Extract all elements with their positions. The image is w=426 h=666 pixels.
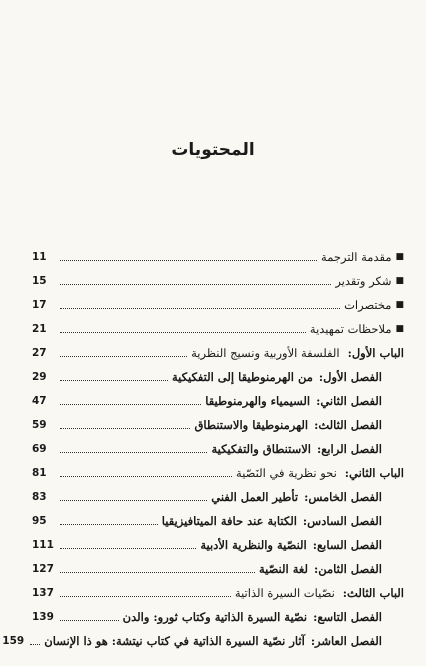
- page-number: 83: [32, 491, 47, 503]
- entry-title-text: الاستنطاق والتفكيكية: [211, 442, 311, 456]
- page-number: 127: [32, 563, 54, 575]
- dot-leader: [60, 596, 231, 597]
- toc-entry-title: [200, 538, 404, 552]
- entry-title-text: الكتابة عند حافة الميتافيزيقيا: [161, 514, 297, 528]
- chapter-label: الفصل الأول:: [318, 370, 382, 384]
- toc-entry-title: [310, 322, 404, 336]
- toc-front-entry[interactable]: [32, 312, 404, 336]
- square-bullet-icon: ■: [395, 324, 404, 334]
- chapter-label: الفصل الثامن:: [313, 562, 382, 576]
- page-number: 29: [32, 371, 47, 383]
- dot-leader: [60, 428, 190, 429]
- square-bullet-icon: ■: [395, 300, 404, 310]
- entry-title-text: آثار نصّية السيرة الذاتية في كتاب نيتشة: هو ذا الإنسان: [44, 634, 305, 648]
- part-label: الباب الثالث:: [342, 586, 404, 600]
- square-bullet-icon: ■: [395, 252, 404, 262]
- toc-entry-title: [211, 442, 404, 456]
- toc-entry-title: [235, 586, 404, 600]
- entry-title-text: نصّيات السيرة الذاتية: [234, 586, 335, 600]
- dot-leader: [60, 500, 207, 501]
- dot-leader: [60, 548, 196, 549]
- entry-title-text: النصّية والنظرية الأدبية: [200, 538, 307, 552]
- chapter-label: الفصل السادس:: [302, 514, 382, 528]
- toc-entry-title: [194, 418, 404, 432]
- page-number: 137: [32, 587, 54, 599]
- page-number: 11: [32, 251, 47, 263]
- toc-chapter-entry[interactable]: [32, 360, 404, 384]
- page-title: المحتويات: [171, 140, 255, 160]
- page-number: 81: [32, 467, 47, 479]
- table-of-contents: [2, 240, 404, 648]
- dot-leader: [30, 644, 40, 645]
- toc-chapter-entry[interactable]: [32, 408, 404, 432]
- dot-leader: [60, 452, 207, 453]
- entry-title-text: ملاحظات تمهيدية: [309, 322, 392, 336]
- entry-title-text: الهرمنوطيقا والاستنطاق: [194, 418, 309, 432]
- page-number: 139: [32, 611, 54, 623]
- part-label: الباب الثاني:: [344, 466, 404, 480]
- dot-leader: [60, 380, 168, 381]
- toc-entry-title: [344, 298, 404, 312]
- chapter-label: الفصل السابع:: [312, 538, 382, 552]
- page-number: 21: [32, 323, 47, 335]
- toc-entry-title: [335, 274, 404, 288]
- dot-leader: [60, 332, 306, 333]
- page-number: 159: [2, 635, 25, 647]
- toc-front-entry[interactable]: [32, 264, 404, 288]
- toc-chapter-entry[interactable]: [32, 528, 404, 552]
- toc-chapter-entry[interactable]: [32, 432, 404, 456]
- page-number: 69: [32, 443, 47, 455]
- toc-chapter-entry[interactable]: [32, 504, 404, 528]
- toc-entry-title: [205, 394, 404, 408]
- chapter-label: الفصل التاسع:: [313, 610, 382, 624]
- toc-chapter-entry[interactable]: [32, 384, 404, 408]
- dot-leader: [60, 308, 340, 309]
- toc-entry-title: [211, 490, 404, 504]
- dot-leader: [60, 356, 187, 357]
- entry-title-text: نحو نظرية في النَصّية: [236, 466, 337, 480]
- page-number: 111: [32, 539, 54, 551]
- dot-leader: [60, 476, 232, 477]
- toc-chapter-entry[interactable]: [32, 480, 404, 504]
- toc-chapter-entry[interactable]: [32, 552, 404, 576]
- dot-leader: [60, 572, 255, 573]
- toc-front-entry[interactable]: [32, 288, 404, 312]
- toc-entry-title: [123, 610, 404, 624]
- part-label: الباب الأول:: [347, 346, 404, 360]
- entry-title-text: السيمياء والهرمنوطيقا: [205, 394, 311, 408]
- entry-title-text: الفلسفة الأوربية ونسيج النظرية: [191, 346, 340, 360]
- toc-part-entry[interactable]: [32, 456, 404, 480]
- chapter-label: الفصل الثاني:: [316, 394, 382, 408]
- page-number: 47: [32, 395, 47, 407]
- entry-title-text: مختصرات: [344, 298, 392, 312]
- entry-title-text: لغة النصّية: [258, 562, 308, 576]
- toc-entry-title: [44, 634, 404, 648]
- dot-leader: [60, 284, 331, 285]
- page-number: 27: [32, 347, 47, 359]
- toc-part-entry[interactable]: [32, 336, 404, 360]
- entry-title-text: شكر وتقدير: [335, 274, 392, 288]
- page-number: 59: [32, 419, 47, 431]
- entry-title-text: من الهرمنوطيقا إلى التفكيكية: [172, 370, 313, 384]
- toc-entry-title: [236, 466, 404, 480]
- entry-title-text: مقدمة الترجمة: [321, 250, 392, 264]
- toc-entry-title: [191, 346, 404, 360]
- dot-leader: [60, 260, 317, 261]
- dot-leader: [60, 620, 119, 621]
- toc-entry-title: [162, 514, 404, 528]
- toc-part-entry[interactable]: [32, 576, 404, 600]
- chapter-label: الفصل الثالث:: [314, 418, 382, 432]
- entry-title-text: نصّية السيرة الذاتية وكتاب ثورو: والدن: [122, 610, 308, 624]
- page-number: 15: [32, 275, 47, 287]
- square-bullet-icon: ■: [395, 276, 404, 286]
- toc-front-entry[interactable]: [32, 240, 404, 264]
- toc-chapter-entry[interactable]: [32, 600, 404, 624]
- toc-chapter-entry[interactable]: [2, 624, 404, 648]
- chapter-label: الفصل الرابع:: [316, 442, 382, 456]
- dot-leader: [60, 404, 201, 405]
- toc-entry-title: [321, 250, 404, 264]
- dot-leader: [60, 524, 158, 525]
- toc-entry-title: [259, 562, 404, 576]
- page-number: 95: [32, 515, 47, 527]
- chapter-label: الفصل العاشر:: [310, 634, 382, 648]
- entry-title-text: تأطير العمل الفني: [211, 490, 299, 504]
- chapter-label: الفصل الخامس:: [304, 490, 382, 504]
- page-number: 17: [32, 299, 47, 311]
- toc-entry-title: [172, 370, 404, 384]
